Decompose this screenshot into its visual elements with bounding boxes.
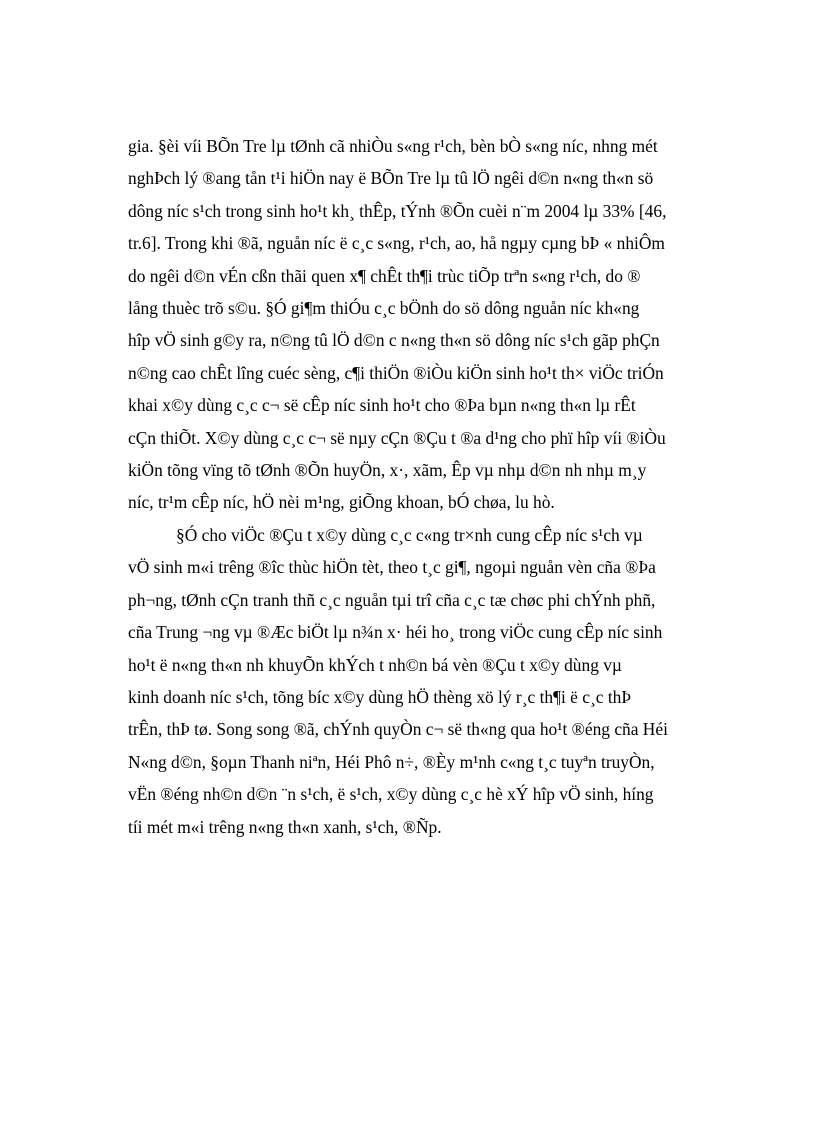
text-line: hîp vÖ sinh g©y ra, n©ng tû lÖ d©n c n«ng th«n sö dông níc s¹ch gãp phÇn <box>128 330 660 351</box>
text-line: N«ng d©n, §oµn Thanh niªn, Héi Phô n÷, ®Èy m¹nh c«ng t¸c tuyªn truyÒn, <box>128 751 655 772</box>
text-line: §Ó cho viÖc ®Çu t x©y dùng c¸c c«ng tr×nh cung cÊp níc s¹ch vµ <box>176 524 643 545</box>
text-line: khai x©y dùng c¸c c¬ së cÊp níc sinh ho¹t cho ®Þa bµn n«ng th«n lµ rÊt <box>128 395 636 416</box>
text-line: níc, tr¹m cÊp níc, hÖ nèi m¹ng, giÕng khoan, bÓ chøa, lu hò. <box>128 492 555 513</box>
text-line: gia. §èi víi BÕn Tre lµ tØnh cã nhiÒu s«ng r¹ch, bèn bÒ s«ng níc, nhng mét <box>128 136 658 156</box>
paragraph-1 <box>128 130 728 519</box>
text-line: kinh doanh níc s¹ch, tõng bíc x©y dùng hÖ thèng xö lý r¸c th¶i ë c¸c thÞ <box>128 686 632 707</box>
text-line: cÇn thiÕt. X©y dùng c¸c c¬ së nµy cÇn ®Çu t ®a d¹ng cho phï hîp víi ®iÒu <box>128 427 666 448</box>
text-line: lång thuèc trõ s©u. §Ó gi¶m thiÓu c¸c bÖnh do sö dông nguån níc kh«ng <box>128 298 640 319</box>
text-line: kiÖn tõng vïng tõ tØnh ®Õn huyÖn, x·, xãm, Êp vµ nhµ d©n nh nhµ m¸y <box>128 460 647 481</box>
text-line: trÊn, thÞ tø. Song song ®ã, chÝnh quyÒn c¬ së th«ng qua ho¹t ®éng cña Héi <box>128 719 668 740</box>
text-line: dông níc s¹ch trong sinh ho¹t kh¸ thÊp, tÝnh ®Õn cuèi n¨m 2004 lµ 33% [46, <box>128 200 667 221</box>
text-line: do ngêi d©n vÉn cßn thãi quen x¶ chÊt th¶i trùc tiÕp trªn s«ng r¹ch, do ® <box>128 265 641 286</box>
document-body <box>128 130 728 843</box>
text-line: vËn ®éng nh©n d©n ¨n s¹ch, ë s¹ch, x©y dùng c¸c hè xÝ hîp vÖ sinh, híng <box>128 784 654 805</box>
text-line: ho¹t ë n«ng th«n nh khuyÕn khÝch t nh©n bá vèn ®Çu t x©y dùng vµ <box>128 654 622 675</box>
text-line: n©ng cao chÊt lîng cuéc sèng, c¶i thiÖn ®iÒu kiÖn sinh ho¹t th× viÖc triÓn <box>128 362 664 383</box>
paragraph-2 <box>128 519 728 843</box>
text-line: vÖ sinh m«i trêng ®îc thùc hiÖn tèt, theo t¸c gi¶, ngoµi nguån vèn cña ®Þa <box>128 557 656 578</box>
text-line: tr.6]. Trong khi ®ã, nguån níc ë c¸c s«ng, r¹ch, ao, hå ngµy cµng bÞ « nhiÔm <box>128 233 665 254</box>
text-line: ph¬ng, tØnh cÇn tranh thñ c¸c nguån tµi trî cña c¸c tæ chøc phi chÝnh phñ, <box>128 589 656 610</box>
text-line: cña Trung ¬ng vµ ®Æc biÖt lµ n¾n x· héi ho¸ trong viÖc cung cÊp níc sinh <box>128 622 663 643</box>
text-line: nghÞch lý ®ang tån t¹i hiÖn nay ë BÕn Tre lµ tû lÖ ngêi d©n n«ng th«n sö <box>128 168 654 189</box>
text-line: tíi mét m«i trêng n«ng th«n xanh, s¹ch, ®Ñp. <box>128 816 442 837</box>
